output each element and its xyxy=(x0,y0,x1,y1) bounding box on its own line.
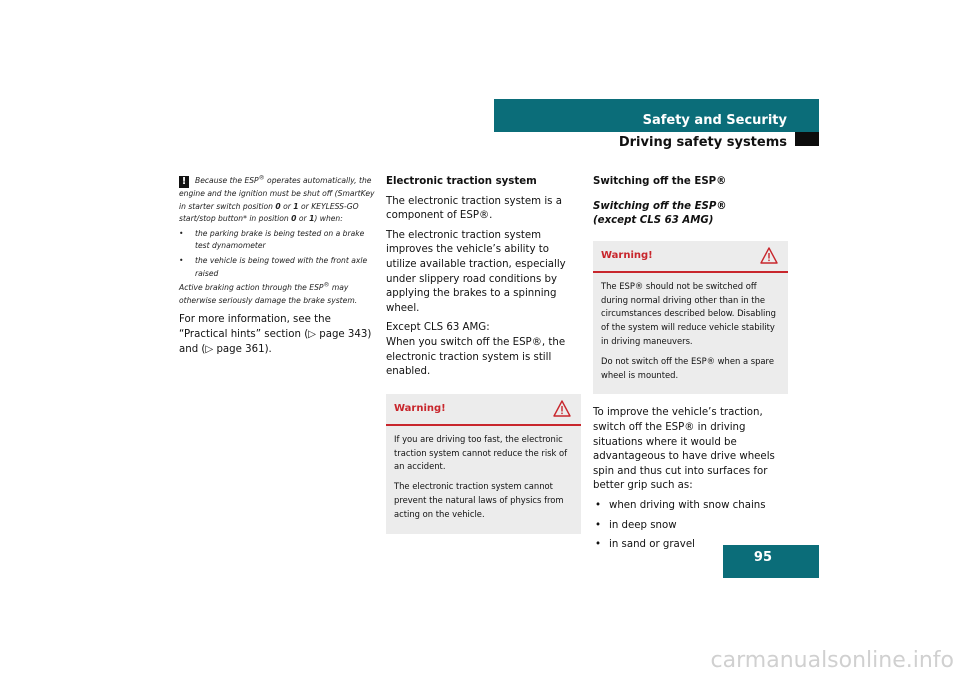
paragraph: When you switch off the ESP®, the electronic traction system is still enabled. xyxy=(386,336,566,378)
section-heading: Switching off the ESP® xyxy=(593,176,727,187)
note-text: Active braking action through the ESP xyxy=(179,283,324,293)
subsection-heading: (except CLS 63 AMG) xyxy=(593,215,714,227)
note-text: ) when: xyxy=(314,214,343,224)
paragraph: The electronic traction system is a component of ESP®. xyxy=(386,195,562,222)
list-item: • in deep snow xyxy=(593,519,788,534)
note-text: or xyxy=(280,201,294,211)
section-header-bar xyxy=(494,99,819,132)
note-bullets xyxy=(179,228,375,280)
column-middle xyxy=(386,175,581,534)
column-right xyxy=(593,175,788,558)
paragraph: To improve the vehicle’s traction, switch off the ESP® in driving situations where it would be advantageous to have drive wheels spin and thus cut into surfaces for better grip such as: xyxy=(593,407,775,492)
list-item: • in sand or gravel xyxy=(593,538,788,553)
header-notch xyxy=(795,132,819,146)
watermark: carmanualsonline.info xyxy=(710,648,954,673)
warning-header xyxy=(593,241,788,273)
paragraph: Except CLS 63 AMG: xyxy=(386,322,490,334)
subsection-title: Driving safety systems xyxy=(618,135,787,150)
warning-text: The ESP® should not be switched off during normal driving other than in the circumstances described below. Disabling of the system will reduce vehicle stability in driving maneuvers. xyxy=(601,280,776,346)
warning-title: Warning! xyxy=(601,249,653,261)
note-text: operates automatically, the engine and the ignition must be shut off (SmartKey in starter switch position xyxy=(179,176,375,211)
warning-body xyxy=(593,273,788,395)
warning-text: Do not switch off the ESP® when a spare wheel is mounted. xyxy=(601,355,774,380)
note-text: or xyxy=(296,214,310,224)
switch-position: 1 xyxy=(293,201,299,211)
caution-note xyxy=(179,175,375,307)
warning-box xyxy=(593,241,788,395)
list-item: • the vehicle is being towed with the front axle raised xyxy=(179,255,375,280)
warning-header xyxy=(386,394,581,426)
page-number-box xyxy=(723,545,819,578)
section-heading: Electronic traction system xyxy=(386,176,537,187)
list-item: • the parking brake is being tested on a brake test dynamometer xyxy=(179,228,375,253)
switch-position: 0 xyxy=(275,201,281,211)
warning-text: If you are driving too fast, the electronic traction system cannot reduce the risk of an accident. xyxy=(394,433,568,472)
warning-triangle-icon xyxy=(760,247,778,264)
warning-title: Warning! xyxy=(394,402,446,414)
registered-mark: ® xyxy=(323,281,330,289)
column-left xyxy=(179,175,375,362)
list-item: • when driving with snow chains xyxy=(593,499,788,514)
note-text: Because the ESP xyxy=(195,176,259,185)
switch-position: 0 xyxy=(291,214,297,224)
section-title: Safety and Security xyxy=(642,113,787,128)
switch-position: 1 xyxy=(309,214,315,224)
registered-mark: ® xyxy=(258,174,265,182)
note-text: may otherwise seriously damage the brake system. xyxy=(179,283,358,305)
warning-body xyxy=(386,426,581,534)
warning-box xyxy=(386,394,581,534)
warning-triangle-icon xyxy=(553,400,571,417)
paragraph: The electronic traction system improves the vehicle’s ability to utilize available traction, especially under slippery road conditions by applying the brakes to a spinning wheel. xyxy=(386,229,566,314)
note-text: or KEYLESS-GO start/stop button* in position xyxy=(179,201,359,224)
subsection-heading: Switching off the ESP® xyxy=(593,200,727,212)
warning-text: The electronic traction system cannot prevent the natural laws of physics from acting on the vehicle. xyxy=(394,481,564,519)
exclamation-icon: ! xyxy=(179,176,189,188)
more-info-text: For more information, see the “Practical hints” section (▷ page 343) and (▷ page 361). xyxy=(179,314,372,355)
page-number: 95 xyxy=(753,550,772,565)
